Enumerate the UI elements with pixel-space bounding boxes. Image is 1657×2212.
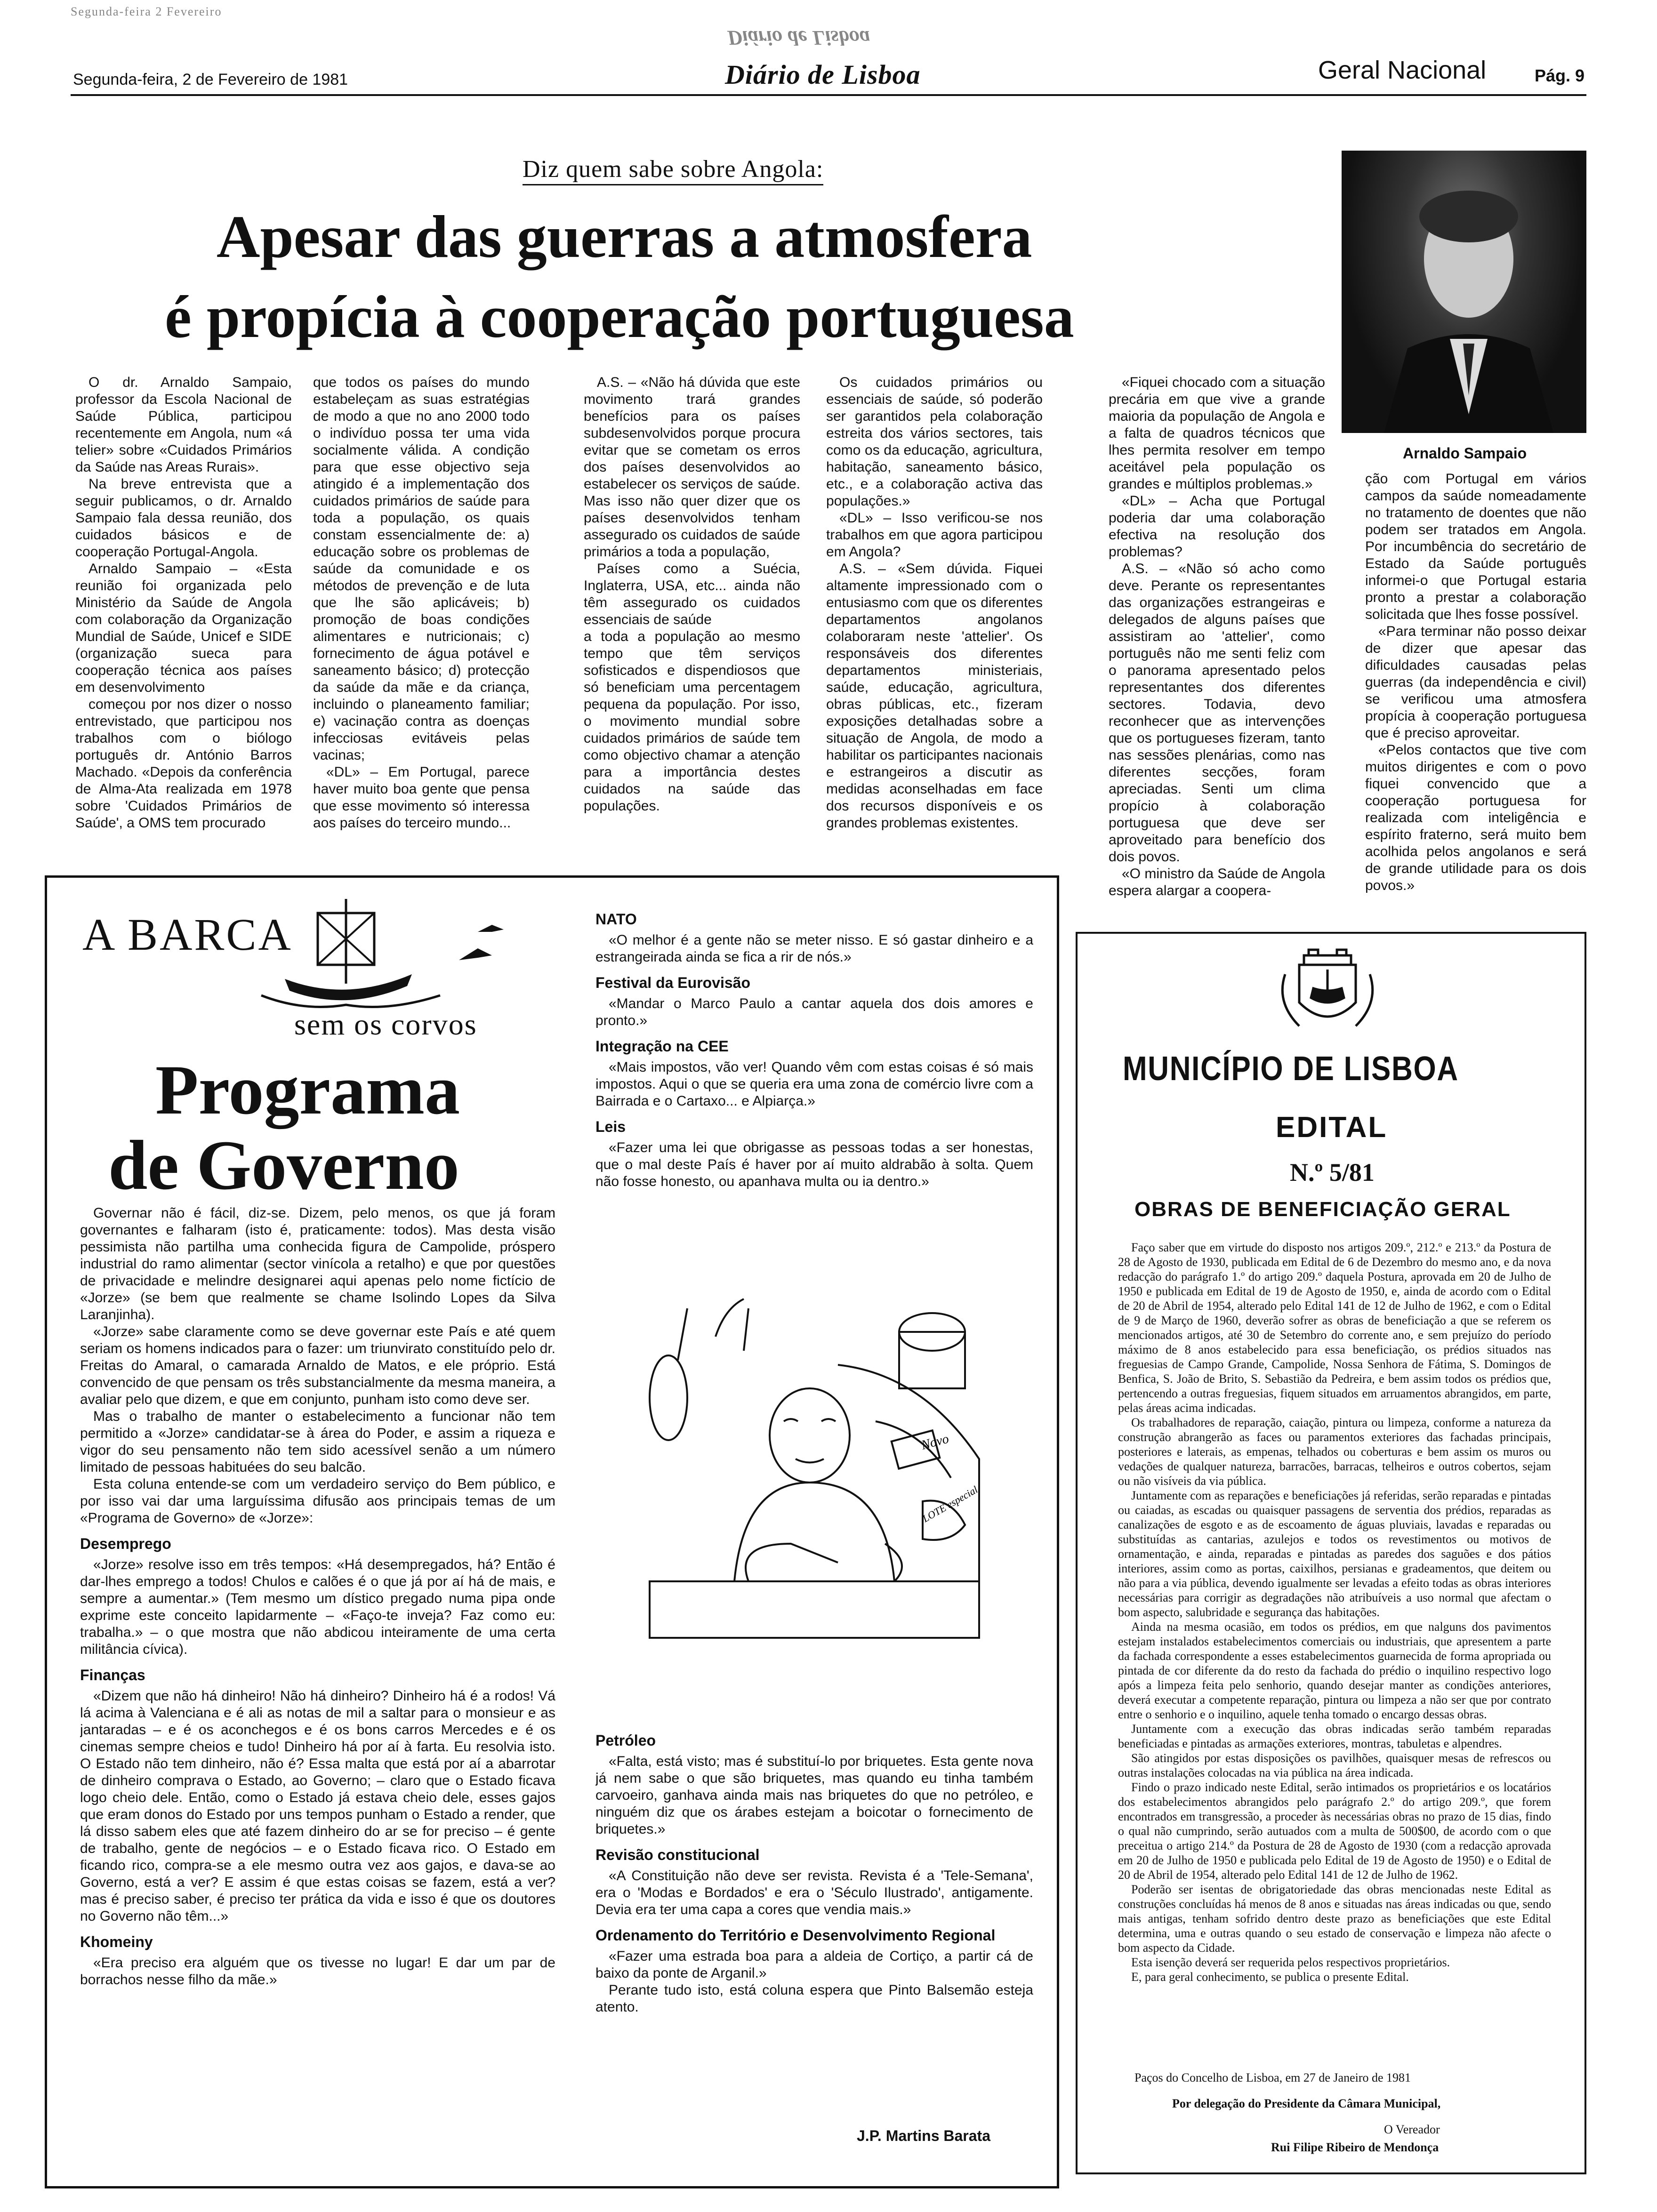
section-heading: Ordenamento do Território e Desenvolvimento Regional bbox=[595, 1927, 996, 1944]
paragraph: «O ministro da Saúde de Angola espera alargar a coopera- bbox=[1109, 866, 1325, 898]
portrait-photo bbox=[1342, 151, 1586, 433]
paragraph: «Fiquei chocado com a situação precária em que vive a grande maioria da população de Angola e a falta de quadros técnicos que lhes permita resolver em tempo aceitável pela população os grandes e múltiplos problemas.» bbox=[1109, 375, 1325, 492]
paragraph: Poderão ser isentas de obrigatoriedade das obras mencionadas neste Edital as construções concluídas há menos de 8 anos e situadas nas áreas indicadas ou que, sendo mais antigas, tenham sofrido dentro deste prazo as beneficiações que este Edital determina, uma e outras quando o seu estado de conservação e limpeza não afecte o bom aspecto da Cidade. bbox=[1118, 1883, 1551, 1955]
paragraph: E, para geral conhecimento, se publica o presente Edital. bbox=[1131, 1970, 1409, 1984]
paragraph: «A Constituição não deve ser revista. Revista é a 'Tele-Semana', era o 'Modas e Bordados' e era o 'Século Ilustrado', antigamente. Devia era ter uma capa a cores que vendia mais.» bbox=[595, 1868, 1033, 1917]
paragraph: A.S. – «Não há dúvida que este movimento trará grandes benefícios para os países subdesenvolvidos porque procura evitar que se cometam os erros dos países desenvolvidos ao estabelecer os serviços de saúde. Mas isso não quer dizer que os países desenvolvidos tenham assegurado os cuidados de saúde primários a toda a população, bbox=[584, 375, 800, 560]
edital-date-line: Paços do Concelho de Lisboa, em 27 de Janeiro de 1981 bbox=[1134, 2071, 1411, 2084]
header-rule bbox=[71, 94, 1586, 96]
paragraph: «Falta, está visto; mas é substituí-lo por briquetes. Esta gente nova já nem sabe o que são briquetes, mas quando eu tinha também carvoeiro, ganhava ainda mais nas briquetes do que no petróleo, e ninguém diz que os árabes estejam a boicotar o fornecimento de briquetes.» bbox=[595, 1754, 1033, 1837]
section-heading: Revisão constitucional bbox=[595, 1846, 760, 1863]
article-col-2 bbox=[313, 374, 530, 845]
headline-line-1: Apesar das guerras a atmosfera bbox=[217, 203, 1032, 270]
paragraph: «Jorze» sabe claramente como se deve governar este País e até quem seriam os homens indicados para o fazer: um triunvirato constituído pelo dr. Freitas do Amaral, o camarada Arnaldo de Matos, e ele próprio. Está convencido de que pensam os três substancialmente da mesma maneira, a avaliar pelo que dizem, e que em conjunto, punham isto como deve ser. bbox=[80, 1324, 555, 1407]
paragraph: Na breve entrevista que a seguir publicamos, o dr. Arnaldo Sampaio fala dessa reunião, dos cuidados básicos e de cooperação Portugal-Angola. bbox=[75, 476, 292, 560]
section-heading: Desemprego bbox=[80, 1535, 171, 1552]
paragraph: «Era preciso era alguém que os tivesse no lugar! E dar um par de borrachos nesse filho da mãe.» bbox=[80, 1955, 555, 1988]
paragraph: A.S. – «Sem dúvida. Fiquei altamente impressionado com o entusiasmo com que os diferentes departamentos angolanos colaboraram neste 'attelier'. Os responsáveis dos diferentes departamentos ministeriais, saúde, educação, agricultura, obras públicas, etc., fizeram exposições detalhadas sobre a situação de Angola, de modo a habilitar os participantes nacionais e estrangeiros a discutir as medidas aconselhadas em face dos recursos disponíveis e os grandes problemas existentes. bbox=[826, 561, 1043, 831]
page-number: Pág. 9 bbox=[1535, 66, 1585, 85]
edital-body bbox=[1118, 1240, 1551, 2064]
header-date: Segunda-feira, 2 de Fevereiro de 1981 bbox=[73, 71, 348, 88]
edital-signatory: Rui Filipe Ribeiro de Mendonça bbox=[1271, 2140, 1439, 2154]
paragraph: «Fazer uma lei que obrigasse as pessoas todas a ser honestas, que o mal deste País é haver por aí muito aldrabão à solta. Quem não fosse honesto, ou apanhava multa ou ia dentro.» bbox=[595, 1140, 1033, 1189]
barca-signature: J.P. Martins Barata bbox=[857, 2127, 990, 2144]
article-col-4 bbox=[826, 374, 1043, 845]
edital-subtitle: OBRAS DE BENEFICIAÇÃO GERAL bbox=[1134, 1198, 1511, 1221]
edital-org: MUNICÍPIO DE LISBOA bbox=[1123, 1050, 1459, 1088]
barca-logo-subtitle: sem os corvos bbox=[294, 1008, 477, 1041]
paragraph: «DL» – Isso verificou-se nos trabalhos em que agora participou em Angola? bbox=[826, 510, 1043, 560]
barca-title-line-1: Programa bbox=[155, 1051, 460, 1129]
paragraph: Juntamente com a execução das obras indicadas serão também reparadas beneficiadas e pintadas as armações exteriores, montras, tabuletas e alpendres. bbox=[1118, 1722, 1551, 1750]
masthead-logo: Diário de Lisboa bbox=[725, 59, 921, 90]
article-col-5 bbox=[1109, 374, 1325, 906]
barca-logo bbox=[82, 894, 534, 1045]
paragraph: «Pelos contactos que tive com muitos dirigentes e com o povo fiquei convencido que a cooperação portuguesa for realizada com inteligência e espírito fraterno, será muito bem acolhida pelos angolanos e será de grande utilidade para os dois povos.» bbox=[1365, 742, 1586, 893]
barca-title-line-2: de Governo bbox=[108, 1126, 459, 1204]
cartoon-label: Novo bbox=[919, 1431, 950, 1453]
paragraph: «DL» – Em Portugal, parece haver muito boa gente que pensa que esse movimento só interessa aos países do terceiro mundo... bbox=[313, 764, 530, 831]
paragraph: a toda a população ao mesmo tempo que têm serviços sofisticados e dispendiosos que só beneficiam uma percentagem pequena da população. Por isso, o movimento mundial sobre cuidados primários de saúde tem como objectivo chamar a atenção para a importância destes cuidados na saúde das populações. bbox=[584, 629, 800, 814]
article-kicker: Diz quem sabe sobre Angola: bbox=[523, 155, 823, 185]
paragraph: Findo o prazo indicado neste Edital, serão intimados os proprietários e os locatários dos estabelecimentos abrangidos pelo parágrafo 2.º do artigo 209.º, que forem encontrados em transgressão, a proceder às necessárias obras no prazo de 15 dias, findo o qual não cumprindo, serão autuados com a multa de 500$00, de acordo com o que preceitua o artigo 214.º da Postura de 28 de Agosto de 1930 (com a redacção aprovada em 20 de Julho de 1950 e publicada pelo Edital de 19 de Agosto de 1950) e o Edital de 20 de Abril de 1954, alterado pelo Edital 141 de 12 de Julho de 1962. bbox=[1118, 1780, 1551, 1882]
barca-logo-title: A BARCA bbox=[82, 909, 293, 960]
masthead-mirror: Diário de Lisboa bbox=[727, 26, 870, 49]
edital-title: EDITAL bbox=[1276, 1111, 1388, 1144]
paragraph: Arnaldo Sampaio – «Esta reunião foi organizada pelo Ministério da Saúde de Angola com colaboração da Organização Mundial de Saúde, Unicef e SIDE (organização sueca para cooperação técnica aos países em desenvolvimento bbox=[75, 561, 292, 695]
paragraph: Os trabalhadores de reparação, caiação, pintura ou limpeza, conforme a natureza da construção abrangerão as faces ou paramentos exteriores das fachadas principais, posteriores e laterais, as empenas, telhados ou coberturas e bem assim os muros ou vedações de qualquer natureza, barracões, barracas, telheiros e outros cobertos, sejam ou não visíveis da via pública. bbox=[1118, 1416, 1551, 1488]
paragraph: São atingidos por estas disposições os pavilhões, quaisquer mesas de refrescos ou outras instalações colocadas na via pública na área indicada. bbox=[1118, 1751, 1551, 1779]
paragraph: Mas o trabalho de manter o estabelecimento a funcionar não tem permitido a «Jorze» candidatar-se à área do Poder, e assim a riqueza e vigor do seu pensamento não tem sido acessível senão a um número limitado de pessoas habituées do seu balcão. bbox=[80, 1409, 555, 1475]
header-strip-left: Segunda-feira 2 Fevereiro bbox=[71, 5, 222, 18]
paragraph: Ainda na mesma ocasião, em todos os prédios, em que nalguns dos pavimentos estejam instalados estabelecimentos comerciais ou industriais, que apresentem a parte da fachada correspondente a esses estabelecimentos guarnecida de forma apropriada ou pintada de cor diferente da do resto da fachada do prédio o inquilino respectivo logo após a limpeza feita pelo senhorio, quando desejar manter as condições anteriores, deverá executar a competente reparação, pintura ou limpeza a não ser que por contrato entre o senhorio e o inquilino, aquele tenha tomado o encargo dessas obras. bbox=[1118, 1620, 1551, 1721]
paragraph: «O melhor é a gente não se meter nisso. E só gastar dinheiro e a estrangeirada ainda se fica a rir de nós.» bbox=[595, 932, 1033, 965]
paragraph: «Fazer uma estrada boa para a aldeia de Cortiço, a partir cá de baixo da ponte de Arganil.» bbox=[595, 1948, 1033, 1981]
section-heading: Leis bbox=[595, 1118, 626, 1135]
closing-paragraph: Perante tudo isto, está coluna espera que Pinto Balsemão esteja atento. bbox=[595, 1982, 1033, 2015]
paragraph: Juntamente com as reparações e beneficiações já referidas, serão reparadas e pintadas ou caiadas, as escadas ou quaisquer passagens de serventia dos prédios, reparadas as canalizações de esgoto e as de escoamento de águas pluviais, lavadas e reparadas ou substituídas as cantarias, azulejos e todos os revestimentos ou motivos de ornamentação, e ainda, reparadas e pintadas as paredes dos saguões e dos pátios interiores, assim como as portas, caixilhos, persianas e gradeamentos, que deitem ou não para a via pública, devendo igualmente ser levadas a efeito todas as obras interiores necessárias para corrigir as degradações não atribuíveis a uso normal que afectam o bom aspecto, salubridade e segurança das habitações. bbox=[1118, 1489, 1551, 1619]
paragraph: Esta coluna entende-se com um verdadeiro serviço do Bem público, e por isso vai dar uma larguíssima difusão aos principais temas de um «Programa de Governo» de «Jorze»: bbox=[80, 1476, 555, 1526]
edital-number: N.º 5/81 bbox=[1290, 1158, 1375, 1186]
section-heading: Khomeiny bbox=[80, 1933, 153, 1950]
edital-role: O Vereador bbox=[1384, 2123, 1440, 2136]
cartoon-label: LOTE especial bbox=[920, 1483, 980, 1525]
paragraph: começou por nos dizer o nosso entrevistado, que participou nos trabalhos com o biólogo português dr. António Barros Machado. «Depois da conferência de Alma-Ata realizada em 1978 sobre 'Cuidados Primários de Saúde', a OMS tem procurado bbox=[75, 697, 292, 831]
barca-left-column bbox=[80, 1205, 555, 2170]
paragraph: «Dizem que não há dinheiro! Não há dinheiro? Dinheiro há é a rodos! Vá lá acima à Valenciana e é ali as notas de mil a saltar para o monsieur e as jantaradas – e é os aconchegos e é os bons carros Mercedes e é os cinemas sempre cheios e tudo! Dinheiro há por aí à farta. Eu resolvia isto. O Estado não tem dinheiro, não é? Essa malta que está por aí a abarrotar de dinheiro comprava o Estado, ao Governo; – claro que o Estado ficava logo cheio dele. Então, como o Estado já estava cheio dele, esses gajos que eram donos do Estado por uns tempos punham o Estado a render, que lá disso sabem eles que até fazem dinheiro do ar se for preciso – é gente de trabalho, gente de negócios – e o Estado ficava rico. O Estado em ficando rico, compra-se a ele mesmo outra vez aos gajos, e dava-se ao Governo, está a ver? E assim é que estas coisas se fazem, está a ver? mas é preciso saber, é preciso ter prática da vida e isso é que os doutores no Governo não têm...» bbox=[80, 1688, 555, 1924]
cartoon-illustration bbox=[593, 1280, 1036, 1647]
paragraph: «Para terminar não posso deixar de dizer que apesar das dificuldades causadas pelas guerras (da independência e civil) se verificou uma atmosfera propícia à cooperação portuguesa que é preciso aproveitar. bbox=[1365, 624, 1586, 741]
paragraph: «DL» – Acha que Portugal poderia dar uma colaboração efectiva na resolução dos problemas? bbox=[1109, 493, 1325, 560]
section-heading: Petróleo bbox=[595, 1732, 656, 1749]
paragraph: «Mandar o Marco Paulo a cantar aquela dos dois amores e pronto.» bbox=[595, 996, 1033, 1028]
paragraph: O dr. Arnaldo Sampaio, professor da Escola Nacional de Saúde Pública, participou recentemente em Angola, num «á telier» sobre «Cuidados Primários da Saúde nas Areas Rurais». bbox=[75, 375, 292, 475]
headline-line-2: é propícia à cooperação portuguesa bbox=[165, 283, 1074, 350]
paragraph: Faço saber que em virtude do disposto nos artigos 209.º, 212.º e 213.º da Postura de 28 de Agosto de 1930, publicada em Edital de 6 de Dezembro do mesmo ano, e da nova redacção do parágrafo 1.º do artigo 209.º daquela Postura, aprovada em 20 de Julho de 1950 e publicada em Edital de 19 de Agosto de 1950, e, ainda de acordo com o Edital de 20 de Abril de 1954, alterado pelo Edital 141 de 12 de Julho de 1962, e com o Edital de 9 de Março de 1960, deverão sofrer as obras de beneficiação a que se referem os mencionados artigos, até 30 de Setembro do corrente ano, e sem prejuízo do período máximo de 8 anos estabelecido para essa beneficiação, os prédios situados nas freguesias de Campo Grande, Campolide, Nossa Senhora de Fátima, S. Domingos de Benfica, S. João de Brito, S. Sebastião da Pedreira, e bem assim todos os prédios que, pertencendo a outras freguesias, fiquem situados em arruamentos abrangidos, em parte, pelas áreas acima indicadas. bbox=[1118, 1241, 1551, 1415]
paragraph: A.S. – «Não só acho como deve. Perante os representantes das organizações estrangeiras e delegados de alguns países que assistiram ao 'attelier', como português não me senti feliz com o panorama apresentado pelos representantes dos diferentes sectores. Todavia, devo reconhecer que as intervenções que os portugueses fizeram, tanto nas sessões plenárias, como nas diferentes secções, foram apreciadas. Senti um clima propício à colaboração portuguesa que deve ser aproveitado para benefício dos dois povos. bbox=[1109, 561, 1325, 865]
section-heading: Integração na CEE bbox=[595, 1038, 729, 1055]
paragraph: «Mais impostos, vão ver! Quando vêm com estas coisas é só mais impostos. Aqui o que se queria era uma zona de comércio livre com a Bairrada e o Cartaxo... e Alpiarça.» bbox=[595, 1059, 1033, 1109]
paragraph: que todos os países do mundo estabeleçam as suas estratégias de modo a que no ano 2000 todo o indivíduo possa ter uma vida socialmente válida. A condição para que esse objectivo seja atingido é a implementação dos cuidados primários de saúde para toda a população, os quais constam essencialmente de: a) educação sobre os problemas de saúde da comunidade e os métodos de prevenção e de luta que lhe são aplicáveis; b) promoção de boas condições alimentares e nutricionais; c) fornecimento de água potável e saneamento básico; d) protecção da saúde da mãe e da criança, incluindo o planeamento familiar; e) vacinação contra as doenças infecciosas evitáveis pelas vacinas; bbox=[313, 375, 530, 763]
edital-delegation: Por delegação do Presidente da Câmara Municipal, bbox=[1172, 2097, 1441, 2110]
paragraph: Governar não é fácil, diz-se. Dizem, pelo menos, os que já foram governantes e falharam (isto é, praticamente: todos). Mas desta visão pessimista não partilha uma conhecida figura de Campolide, próspero industrial do ramo alimentar (sector vinícola a retalho) e que por questões de privacidade e melindre designarei aqui apenas pelo nome fictício de «Jorze» (se bem que realmente se chame Isolindo Lopes da Silva Laranjinha). bbox=[80, 1205, 555, 1322]
section-name: Geral Nacional bbox=[1318, 56, 1487, 84]
article-col-3 bbox=[584, 374, 800, 845]
barca-right-top bbox=[595, 911, 1033, 1250]
paragraph: «Jorze» resolve isso em três tempos: «Há desempregados, há? Então é dar-lhes emprego a todos! Chulos e calões é o que já por aí há de mais, e sempre a aumentar.» (Tem mesmo um dístico pregado numa pipa onde exprime este conceito lapidarmente – «Faço-te inveja? Faz como eu: trabalha.» – o que mostra que não abdicou inteiramente de uma certa militância cívica). bbox=[80, 1557, 555, 1657]
section-heading: Finanças bbox=[80, 1667, 145, 1683]
barca-right-bottom bbox=[595, 1732, 1033, 2123]
paragraph: ção com Portugal em vários campos da saúde nomeadamente no tratamento de doentes que não podem ser tratados em Angola. Por incumbência do secretário de Estado da Saúde português informei-o que Portugal estaria pronto a prestar a colaboração solicitada que lhes fosse possível. bbox=[1365, 471, 1586, 622]
paragraph: Os cuidados primários ou essenciais de saúde, só poderão ser garantidos pela colaboração estreita dos vários sectores, tais como os da educação, agricultura, habitação, saneamento básico, etc., e a colaboração activa das populações.» bbox=[826, 375, 1043, 509]
article-col-6 bbox=[1365, 471, 1586, 908]
coat-of-arms-icon bbox=[1271, 946, 1384, 1040]
photo-caption: Arnaldo Sampaio bbox=[1403, 445, 1527, 462]
section-heading: NATO bbox=[595, 911, 637, 928]
section-heading: Festival da Eurovisão bbox=[595, 974, 751, 991]
article-col-1 bbox=[75, 374, 292, 845]
paragraph: Esta isenção deverá ser requerida pelos respectivos proprietários. bbox=[1131, 1956, 1450, 1969]
paragraph: Países como a Suécia, Inglaterra, USA, etc... ainda não têm assegurado os cuidados essenciais de saúde bbox=[584, 561, 800, 627]
